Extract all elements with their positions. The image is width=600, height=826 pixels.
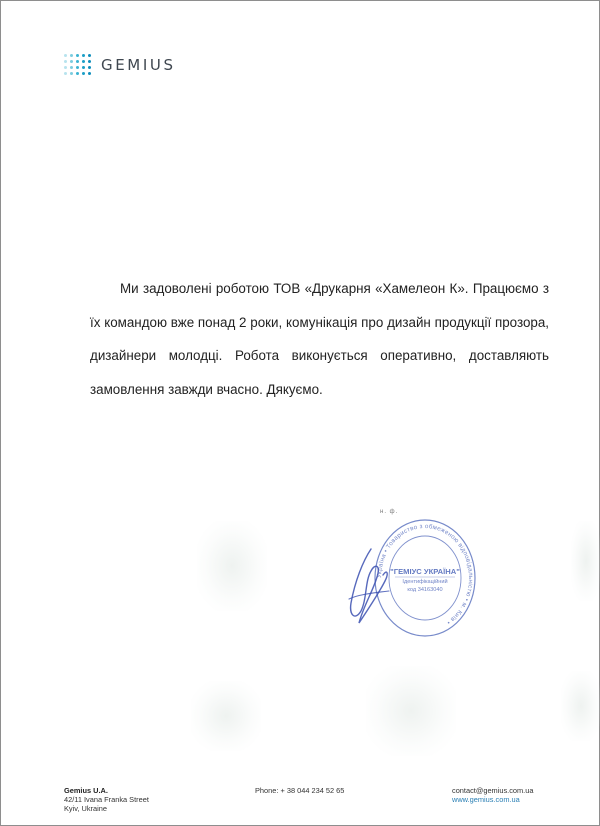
logo-dot [88,72,91,75]
logo-dot [64,72,67,75]
footer-email-link[interactable]: contact@gemius.com.ua [452,786,534,795]
logo-dot [76,60,79,63]
gemius-logo [64,54,176,76]
letter-line-4: замовлення завжди вчасно. Дякуємо. [90,381,323,397]
handwritten-signature [341,541,401,631]
footer-contact [452,786,533,804]
stamp-center-line2: Ідентифікаційний [402,579,448,585]
letter-line-2: їх командою вже понад 2 роки, комунікація про дизайн продукції прозора, [90,314,549,330]
stamp-center-name: "ГЕМІУС УКРАЇНА" [390,567,460,576]
footer-company-address [64,786,149,814]
logo-dot [82,72,85,75]
logo-dot [82,54,85,57]
logo-dot [70,54,73,57]
letter-body [90,272,549,406]
footer-street: 42/11 Ivana Franka Street [64,795,149,805]
scan-artifact [561,671,600,741]
logo-dot [88,66,91,69]
logo-dot [76,72,79,75]
footer-city: Kyiv, Ukraine [64,804,107,814]
logo-dot [64,54,67,57]
footer-phone: Phone: + 38 044 234 52 65 [255,786,345,795]
logo-dot [76,54,79,57]
logo-dot [70,72,73,75]
logo-dot [64,66,67,69]
scan-artifact [571,521,600,601]
letter-line-3: дизайнери молодці. Робота виконується оперативно, доставляють [90,348,549,363]
logo-dot [88,60,91,63]
stamp-center-code: код 34163040 [407,587,443,593]
logo-dot-grid-icon [64,54,92,76]
logo-dot [70,66,73,69]
footer-website-link[interactable]: www.gemius.com.ua [452,795,520,805]
logo-dot [88,54,91,57]
stamp-note: н. ф. [380,509,399,515]
scan-artifact [197,521,267,611]
logo-dot [82,60,85,63]
stamp-ring-text: Україна • Товариство з обмеженою відповідальністю • м. Київ • [375,522,475,626]
scan-artifact [191,681,261,751]
logo-wordmark: GEMIUS [101,56,176,74]
letter-line-1: Ми задоволені роботою ТОВ «Друкарня «Хамелеон К». Працюємо з [120,281,549,296]
logo-dot [82,66,85,69]
logo-dot [76,66,79,69]
scan-artifact [366,666,456,756]
footer-company-name: Gemius U.A. [64,786,108,795]
logo-dot [70,60,73,63]
logo-dot [64,60,67,63]
